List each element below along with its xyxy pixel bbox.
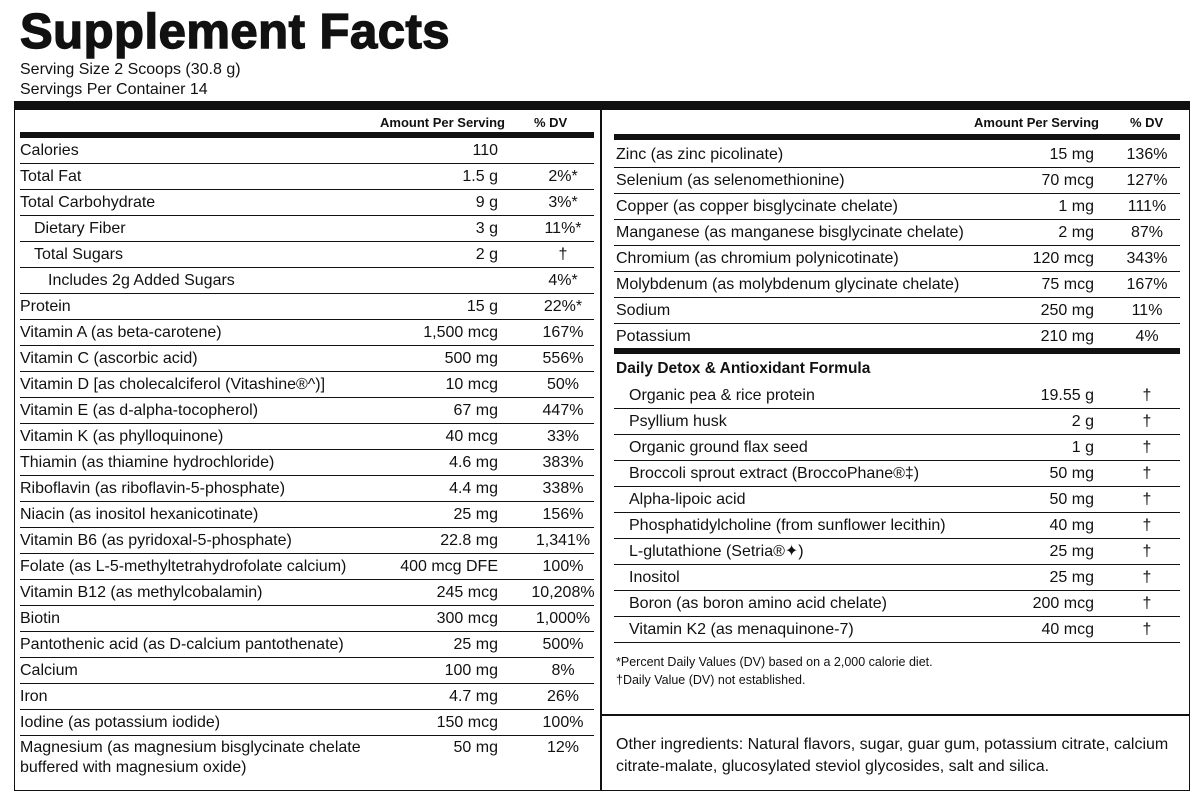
nutrient-row — [20, 320, 594, 346]
nutrient-dv: † — [1142, 595, 1152, 612]
nutrient-dv: 111% — [1127, 198, 1167, 215]
nutrient-name: Vitamin E (as d-alpha-tocopherol) — [20, 402, 259, 419]
nutrient-amount: 50 mg — [1049, 465, 1094, 482]
nutrient-row — [20, 346, 594, 372]
nutrient-amount: 15 mg — [1049, 146, 1094, 163]
nutrient-row — [20, 398, 594, 424]
nutrient-dv: 1,341% — [535, 532, 591, 549]
nutrient-dv: 4% — [1135, 328, 1159, 345]
nutrient-dv: 2%* — [548, 168, 578, 185]
nutrient-amount: 2 g — [1071, 413, 1094, 430]
nutrient-name: Vitamin K (as phylloquinone) — [20, 428, 224, 445]
nutrient-amount: 400 mcg DFE — [400, 558, 498, 575]
nutrient-row — [614, 246, 1180, 272]
nutrient-name: Vitamin B12 (as methylcobalamin) — [20, 584, 263, 601]
nutrient-row — [20, 606, 594, 632]
nutrient-name: Copper (as copper bisglycinate chelate) — [616, 198, 898, 215]
nutrient-name: Biotin — [20, 610, 61, 627]
nutrient-amount: 67 mg — [453, 402, 498, 419]
nutrient-row — [614, 220, 1180, 246]
nutrient-name: Vitamin C (ascorbic acid) — [20, 350, 198, 367]
nutrient-row — [20, 190, 594, 216]
nutrient-dv: 3%* — [548, 194, 578, 211]
nutrient-name: Inositol — [629, 569, 680, 586]
nutrient-amount: 4.4 mg — [449, 480, 498, 497]
nutrient-dv: 383% — [542, 454, 584, 471]
nutrient-row — [614, 194, 1180, 220]
nutrient-amount: 9 g — [475, 194, 498, 211]
nutrient-dv: 343% — [1126, 250, 1168, 267]
nutrient-name: Calcium — [20, 662, 78, 679]
nutrient-dv: 100% — [542, 714, 584, 731]
nutrient-amount: 250 mg — [1040, 302, 1094, 319]
nutrient-dv: † — [558, 246, 568, 263]
nutrient-amount: 110 — [472, 142, 498, 159]
nutrient-amount: 25 mg — [453, 506, 498, 523]
nutrient-amount: 75 mcg — [1041, 276, 1094, 293]
footnote-dagger: †Daily Value (DV) not established. — [616, 673, 806, 687]
nutrient-name: Pantothenic acid (as D-calcium pantothenate) — [20, 636, 344, 653]
nutrient-amount: 1,500 mcg — [423, 324, 498, 341]
nutrient-row — [614, 142, 1180, 168]
nutrient-amount: 25 mg — [1049, 569, 1094, 586]
nutrient-dv: † — [1142, 439, 1152, 456]
nutrient-dv: 100% — [542, 558, 584, 575]
nutrient-dv: † — [1142, 543, 1152, 560]
left-amount-header: Amount Per Serving — [380, 115, 505, 130]
nutrient-row — [20, 528, 594, 554]
nutrient-row — [20, 424, 594, 450]
nutrient-amount: 2 g — [475, 246, 498, 263]
right-dv-header: % DV — [1130, 115, 1164, 130]
nutrient-row — [20, 658, 594, 684]
left-dv-header: % DV — [534, 115, 568, 130]
nutrient-row — [20, 710, 594, 736]
nutrient-row — [20, 138, 594, 164]
nutrient-dv: 12% — [546, 739, 580, 756]
nutrient-name: Riboflavin (as riboflavin-5-phosphate) — [20, 480, 286, 497]
nutrient-dv: 136% — [1126, 146, 1168, 163]
other-ingredients: Other ingredients: Natural flavors, sugar, guar gum, potassium citrate, calcium citrate-malate, glucosylated steviol glycosides, salt and silica. — [616, 736, 1169, 775]
nutrient-dv: 167% — [1126, 276, 1168, 293]
nutrient-name: Dietary Fiber — [34, 220, 126, 237]
nutrient-amount: 210 mg — [1040, 328, 1094, 345]
nutrient-amount: 4.6 mg — [449, 454, 498, 471]
nutrient-name: Phosphatidylcholine (from sunflower lecithin) — [629, 517, 946, 534]
formula-rule — [614, 348, 1180, 354]
nutrient-row — [614, 383, 1180, 409]
nutrient-row — [20, 476, 594, 502]
formula-title: Daily Detox & Antioxidant Formula — [616, 360, 871, 377]
nutrient-row — [20, 684, 594, 710]
nutrient-name: Vitamin D [as cholecalciferol (Vitashine®^)] — [20, 376, 326, 393]
nutrient-dv: 10,208% — [531, 584, 595, 601]
nutrient-dv: 167% — [542, 324, 584, 341]
nutrient-amount: 200 mcg — [1032, 595, 1094, 612]
servings-per-container: Servings Per Container 14 — [20, 81, 208, 98]
nutrient-name: Selenium (as selenomethionine) — [616, 172, 845, 189]
nutrient-name: Total Carbohydrate — [20, 194, 156, 211]
nutrient-name: Iodine (as potassium iodide) — [20, 714, 221, 731]
nutrient-amount: 10 mcg — [445, 376, 498, 393]
nutrient-name: Alpha-lipoic acid — [629, 491, 746, 508]
nutrient-name: Iron — [20, 688, 48, 705]
nutrient-dv: † — [1142, 413, 1152, 430]
nutrient-name: Organic ground flax seed — [629, 439, 808, 456]
nutrient-dv: 556% — [542, 350, 584, 367]
footnote-dv: *Percent Daily Values (DV) based on a 2,000 calorie diet. — [616, 655, 933, 669]
nutrient-dv: † — [1142, 387, 1152, 404]
nutrient-amount: 15 g — [466, 298, 498, 315]
nutrient-row — [20, 736, 594, 780]
nutrient-row — [614, 565, 1180, 591]
nutrient-row — [20, 580, 594, 606]
nutrient-amount: 3 g — [475, 220, 498, 237]
nutrient-dv: 11%* — [544, 220, 582, 237]
nutrient-amount: 150 mcg — [436, 714, 498, 731]
nutrient-row — [614, 409, 1180, 435]
nutrient-dv: † — [1142, 491, 1152, 508]
nutrient-name: Magnesium (as magnesium bisglycinate chelate buffered with magnesium oxide) — [20, 739, 361, 776]
nutrient-amount: 245 mcg — [436, 584, 498, 601]
nutrient-name: Calories — [20, 142, 79, 159]
nutrient-dv: 33% — [546, 428, 580, 445]
nutrient-amount: 1 mg — [1058, 198, 1094, 215]
nutrient-name: Thiamin (as thiamine hydrochloride) — [20, 454, 275, 471]
nutrient-row — [614, 435, 1180, 461]
nutrient-amount: 40 mg — [1049, 517, 1094, 534]
nutrient-dv: 11% — [1131, 302, 1163, 319]
right-header-rule — [614, 134, 1180, 140]
nutrient-row — [614, 539, 1180, 565]
nutrient-name: Organic pea & rice protein — [629, 387, 815, 404]
nutrient-name: Protein — [20, 298, 71, 315]
nutrient-row — [614, 461, 1180, 487]
nutrient-row — [20, 632, 594, 658]
nutrient-dv: 8% — [551, 662, 575, 679]
nutrient-name: Boron (as boron amino acid chelate) — [629, 595, 887, 612]
nutrient-row — [614, 324, 1180, 350]
nutrient-name: Potassium — [616, 328, 691, 345]
nutrient-name: Manganese (as manganese bisglycinate chelate) — [616, 224, 964, 241]
nutrient-name: Broccoli sprout extract (BroccoPhane®‡) — [629, 465, 920, 482]
nutrient-dv: † — [1142, 621, 1152, 638]
nutrient-amount: 50 mg — [1049, 491, 1094, 508]
nutrient-row — [20, 242, 594, 268]
nutrient-name: Total Fat — [20, 168, 82, 185]
nutrient-name: L-glutathione (Setria®✦) — [629, 543, 804, 560]
right-amount-header: Amount Per Serving — [974, 115, 1099, 130]
nutrient-amount: 40 mcg — [1041, 621, 1094, 638]
nutrient-dv: 156% — [542, 506, 584, 523]
nutrient-dv: † — [1142, 465, 1152, 482]
nutrient-dv: 4%* — [548, 272, 578, 289]
nutrient-dv: 26% — [546, 688, 580, 705]
nutrient-amount: 2 mg — [1058, 224, 1094, 241]
nutrient-row — [614, 168, 1180, 194]
nutrient-name: Niacin (as inositol hexanicotinate) — [20, 506, 259, 523]
nutrient-amount: 100 mg — [444, 662, 498, 679]
nutrient-row — [614, 591, 1180, 617]
nutrient-row — [20, 268, 594, 294]
nutrient-amount: 4.7 mg — [449, 688, 498, 705]
nutrient-dv: 50% — [546, 376, 580, 393]
nutrient-amount: 1.5 g — [462, 168, 498, 185]
nutrient-row — [614, 272, 1180, 298]
nutrient-name: Vitamin B6 (as pyridoxal-5-phosphate) — [20, 532, 292, 549]
nutrient-dv: 338% — [542, 480, 584, 497]
nutrient-amount: 300 mcg — [436, 610, 498, 627]
nutrient-name: Chromium (as chromium polynicotinate) — [616, 250, 899, 267]
nutrient-amount: 70 mcg — [1041, 172, 1094, 189]
nutrient-dv: 1,000% — [535, 610, 591, 627]
nutrient-amount: 22.8 mg — [440, 532, 498, 549]
page-title: Supplement Facts — [20, 5, 451, 59]
nutrient-dv: † — [1142, 517, 1152, 534]
nutrient-name: Sodium — [616, 302, 671, 319]
nutrient-name: Vitamin A (as beta-carotene) — [20, 324, 222, 341]
nutrient-name: Total Sugars — [34, 246, 123, 263]
nutrient-name: Molybdenum (as molybdenum glycinate chelate) — [616, 276, 960, 293]
nutrient-name: Folate (as L-5-methyltetrahydrofolate calcium) — [20, 558, 347, 575]
nutrient-name: Zinc (as zinc picolinate) — [616, 146, 784, 163]
nutrient-dv: 87% — [1130, 224, 1164, 241]
nutrient-row — [20, 294, 594, 320]
nutrient-amount: 120 mcg — [1032, 250, 1094, 267]
nutrient-dv: † — [1142, 569, 1152, 586]
nutrient-row — [614, 617, 1180, 643]
nutrient-row — [20, 164, 594, 190]
nutrient-amount: 25 mg — [1049, 543, 1094, 560]
nutrient-row — [614, 298, 1180, 324]
nutrient-row — [20, 216, 594, 242]
serving-size: Serving Size 2 Scoops (30.8 g) — [20, 61, 241, 78]
nutrient-dv: 22%* — [543, 298, 583, 315]
nutrient-row — [614, 513, 1180, 539]
nutrient-dv: 127% — [1126, 172, 1168, 189]
nutrient-row — [20, 450, 594, 476]
nutrient-dv: 500% — [542, 636, 584, 653]
nutrient-name: Psyllium husk — [629, 413, 727, 430]
nutrient-amount: 50 mg — [453, 739, 498, 756]
nutrient-amount: 19.55 g — [1040, 387, 1094, 404]
nutrient-amount: 1 g — [1071, 439, 1094, 456]
nutrient-row — [614, 487, 1180, 513]
nutrient-row — [20, 502, 594, 528]
nutrient-row — [20, 554, 594, 580]
nutrient-amount: 500 mg — [444, 350, 498, 367]
nutrient-name: Vitamin K2 (as menaquinone-7) — [629, 621, 854, 638]
nutrient-row — [20, 372, 594, 398]
nutrient-dv: 447% — [542, 402, 584, 419]
nutrient-name: Includes 2g Added Sugars — [48, 272, 235, 289]
nutrient-amount: 40 mcg — [445, 428, 498, 445]
nutrient-amount: 25 mg — [453, 636, 498, 653]
